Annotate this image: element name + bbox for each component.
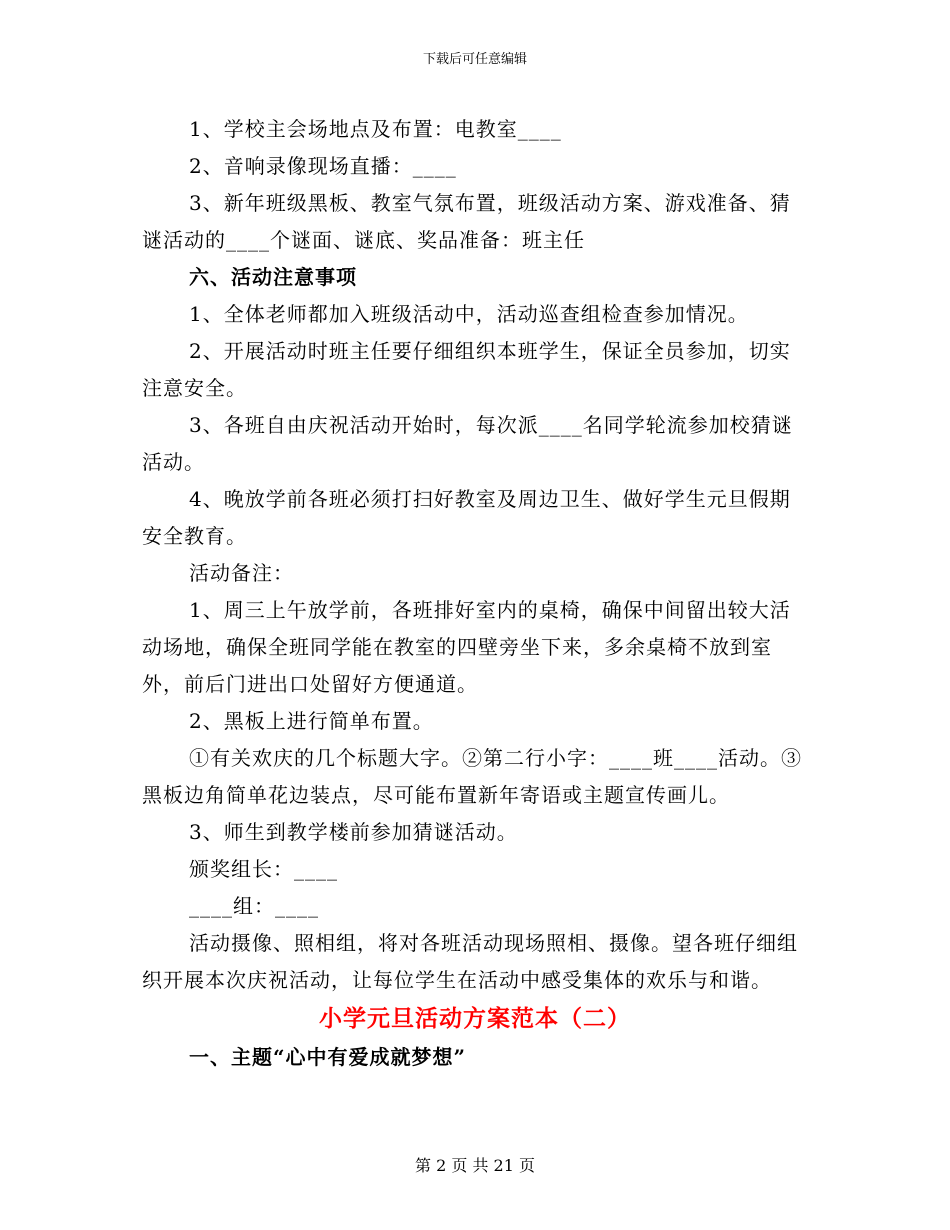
- paragraph: 3、师生到教学楼前参加猜谜活动。: [189, 820, 518, 844]
- section-heading: 六、活动注意事项: [189, 265, 357, 289]
- paragraph: ____组：____: [189, 894, 319, 918]
- paragraph: 4、晚放学前各班必须打扫好教室及周边卫生、做好学生元旦假期安全教育。: [142, 487, 791, 548]
- section-title: 小学元旦活动方案范本（二）: [319, 1005, 631, 1032]
- paragraph: 活动备注：: [189, 561, 294, 585]
- paragraph: ①有关欢庆的几个标题大字。②第二行小字：____班____活动。③黑板边角简单花边装点，尽可能布置新年寄语或主题宣传画儿。: [142, 746, 802, 807]
- paragraph: 2、音响录像现场直播：____: [189, 154, 457, 178]
- paragraph: 2、黑板上进行简单布置。: [189, 709, 434, 733]
- paragraph: 1、周三上午放学前，各班排好室内的桌椅，确保中间留出较大活动场地，确保全班同学能在教室的四壁旁坐下来，多余桌椅不放到室外，前后门进出口处留好方便通道。: [142, 598, 791, 696]
- paragraph: 2、开展活动时班主任要仔细组织本班学生，保证全员参加，切实注意安全。: [142, 339, 791, 400]
- page-header: 下载后可任意编辑: [422, 52, 527, 67]
- paragraph: 3、新年班级黑板、教室气氛布置，班级活动方案、游戏准备、猜谜活动的____个谜面、谜底、奖品准备：班主任: [142, 191, 791, 252]
- paragraph: 3、各班自由庆祝活动开始时，每次派____名同学轮流参加校猜谜活动。: [142, 413, 793, 474]
- paragraph: 1、学校主会场地点及布置：电教室____: [189, 117, 562, 141]
- document-body: [142, 111, 808, 1076]
- paragraph: 1、全体老师都加入班级活动中，活动巡查组检查参加情况。: [189, 302, 749, 326]
- paragraph: 颁奖组长：____: [189, 857, 338, 881]
- subheading: 一、主题“心中有爱成就梦想”: [189, 1045, 467, 1069]
- page-footer: 第 2 页 共 21 页: [415, 1156, 535, 1175]
- paragraph: 活动摄像、照相组，将对各班活动现场照相、摄像。望各班仔细组织开展本次庆祝活动，让每位学生在活动中感受集体的欢乐与和谐。: [142, 931, 798, 992]
